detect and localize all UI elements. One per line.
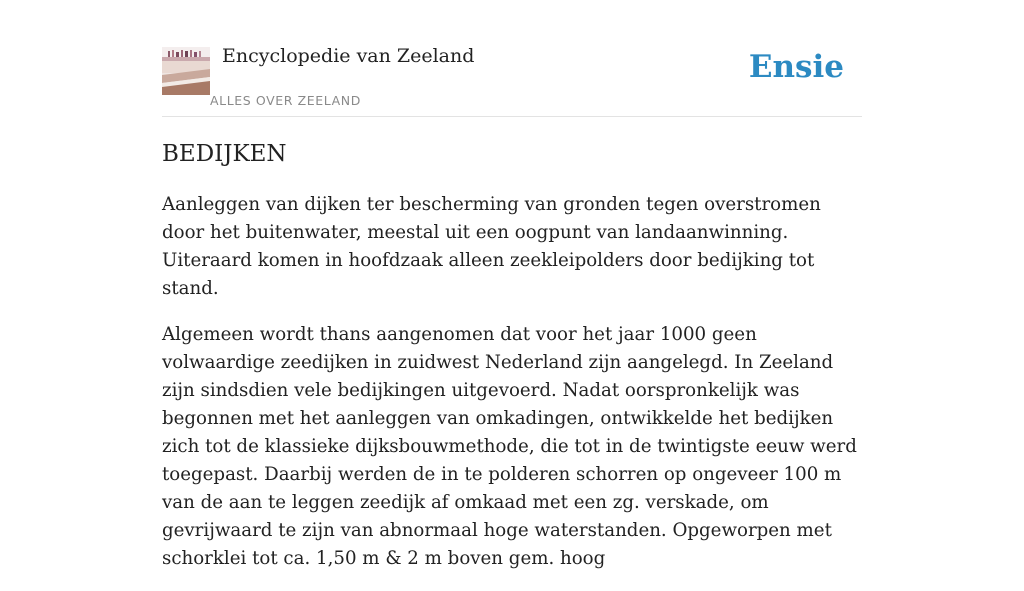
article-title: BEDIJKEN	[162, 141, 287, 167]
avatar-image	[162, 47, 210, 95]
article-paragraph: Algemeen wordt thans aangenomen dat voor het jaar 1000 geen volwaardige zeedijken in zuidwest Nederland zijn aangelegd. In Zeeland zijn sindsdien vele bedijkingen uitgevoerd. Nadat oorspronkelijk was begonnen met het aanleggen van omkadingen, ontwikkelde het bedijken zich tot de klassieke dijksbouwmethode, die tot in de twintigste eeuw werd toegepast. Daarbij werden de in te polderen schorren op ongeveer 100 m van de aan te leggen zeedijk af omkaad met een zg. verskade, om gevrijwaard te zijn van abnormaal hoge waterstanden. Opgeworpen met schorklei tot ca. 1,50 m & 2 m boven gem. hoog	[162, 324, 857, 569]
site-tagline: ALLES OVER ZEELAND	[210, 93, 361, 108]
article-paragraph: Aanleggen van dijken ter bescherming van gronden tegen overstromen door het buitenwater, meestal uit een oogpunt van landaanwinning. Uiteraard komen in hoofdzaak alleen zeekleipolders door bedijking tot stand.	[162, 194, 821, 299]
ensie-logo-link[interactable]: Ensie	[748, 49, 844, 85]
zeeland-landscape-avatar-icon[interactable]	[162, 47, 210, 95]
site-title-link[interactable]: Encyclopedie van Zeeland	[222, 45, 475, 67]
article	[162, 138, 862, 591]
site-header	[162, 0, 862, 117]
